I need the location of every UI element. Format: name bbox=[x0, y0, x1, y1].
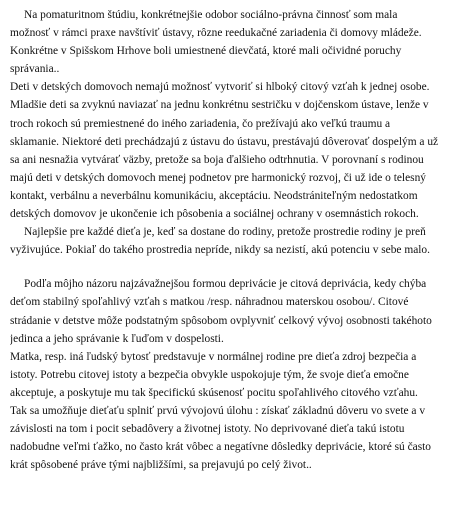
text-line: jedinca a jeho správanie k ľuďom v dospelosti. bbox=[10, 332, 224, 345]
text-line: majú deti v detských domovoch menej podnetov pre harmonický rozvoj, či už ide o telesný bbox=[10, 171, 426, 184]
paragraph-1 bbox=[10, 6, 448, 78]
paragraph-3 bbox=[10, 223, 448, 259]
text-line: Najlepšie pre každé dieťa je, keď sa dostane do rodiny, pretože prostredie rodiny je preň bbox=[24, 226, 426, 239]
text-line: Tak sa umožňuje dieťaťu splniť prvú vývojovú úlohu : získať základnú dôveru vo svete a v bbox=[10, 404, 426, 417]
text-line: správania.. bbox=[10, 63, 60, 76]
text-line: deťom stabilný spoľahlivý vzťah s matkou /resp. náhradnou materskou osobou/. Citové bbox=[10, 296, 409, 309]
text-line: Podľa môjho názoru najzávažnejšou formou deprivácie je citová deprivácia, kedy chýba bbox=[24, 278, 427, 291]
text-line: strádanie v detstve môže podstatným spôsobom ovplyvniť celkový vývoj osobnosti takéhoto bbox=[10, 314, 432, 327]
paragraph-2 bbox=[10, 78, 448, 223]
text-line: sklamanie. Niektoré deti prechádzajú z ústavu do ústavu, prestávajú dôverovať dospelým a už bbox=[10, 135, 439, 148]
document-body bbox=[10, 6, 448, 474]
text-line: možnosť v rámci praxe navštíviť ústavy, rôzne reedukačné zariadenia či domovy mládeže. bbox=[10, 27, 422, 40]
text-line: vyživujúce. Pokiaľ do takého prostredia nepríde, nikdy sa nezistí, akú potenciu v sebe malo. bbox=[10, 244, 430, 257]
text-line: Na pomaturitnom štúdiu, konkrétnejšie odobor sociálno-právna činnosť som mala bbox=[24, 9, 398, 21]
text-line: troch rokoch sú premiestnené do iného zariadenia, čo prežívajú ako veľkú traumu a bbox=[10, 117, 391, 130]
text-line: detských domovov je ukončenie ich pôsobenia a sociálnej ochrany v osemnástich rokoch. bbox=[10, 208, 419, 221]
text-line: krát spôsobené práve tými najbližšími, sa prejavujú po celý život.. bbox=[10, 459, 312, 472]
paragraph-gap bbox=[10, 259, 448, 275]
text-line: sa ani nesnažia vytvárať väzby, pretože sa boja ďalšieho odtrhnutia. V porovnaní s rodinou bbox=[10, 153, 424, 166]
paragraph-4 bbox=[10, 275, 448, 347]
text-line: akceptuje, a poskytuje mu tak špecifickú skúsenosť pocitu spoľahlivého citového vzťahu. bbox=[10, 386, 418, 399]
text-line: závislosti na tom i pocit sebadôvery a životnej istoty. No deprivované dieťa takú istotu bbox=[10, 423, 405, 436]
text-line: Matka, resp. iná ľudský bytosť predstavuje v normálnej rodine pre dieťa zdroj bezpečia a bbox=[10, 350, 417, 363]
text-line: kontakt, verbálnu a neverbálnu komunikáciu, akceptáciu. Neodstrániteľným nedostatkom bbox=[10, 189, 418, 202]
paragraph-5 bbox=[10, 348, 448, 475]
text-line: Mladšie deti sa zvyknú naviazať na jednu konkrétnu sestričku v dojčenskom ústave, lenže v bbox=[10, 99, 429, 112]
text-line: Deti v detských domovoch nemajú možnosť vytvoriť si hlboký citový vzťah k jednej osobe. bbox=[10, 81, 430, 94]
text-line: istoty. Potrebu citovej istoty a bezpečia obvykle uspokojuje tým, že svoje dieťa emočne bbox=[10, 368, 409, 381]
text-line: nadobudne veľmi ťažko, no často krát vôbec a negatívne dôsledky deprivácie, ktoré sú často bbox=[10, 441, 431, 454]
text-line: Konkrétne v Spišskom Hrhove boli umiestnené dievčatá, ktoré mali očividné poruchy bbox=[10, 45, 402, 58]
